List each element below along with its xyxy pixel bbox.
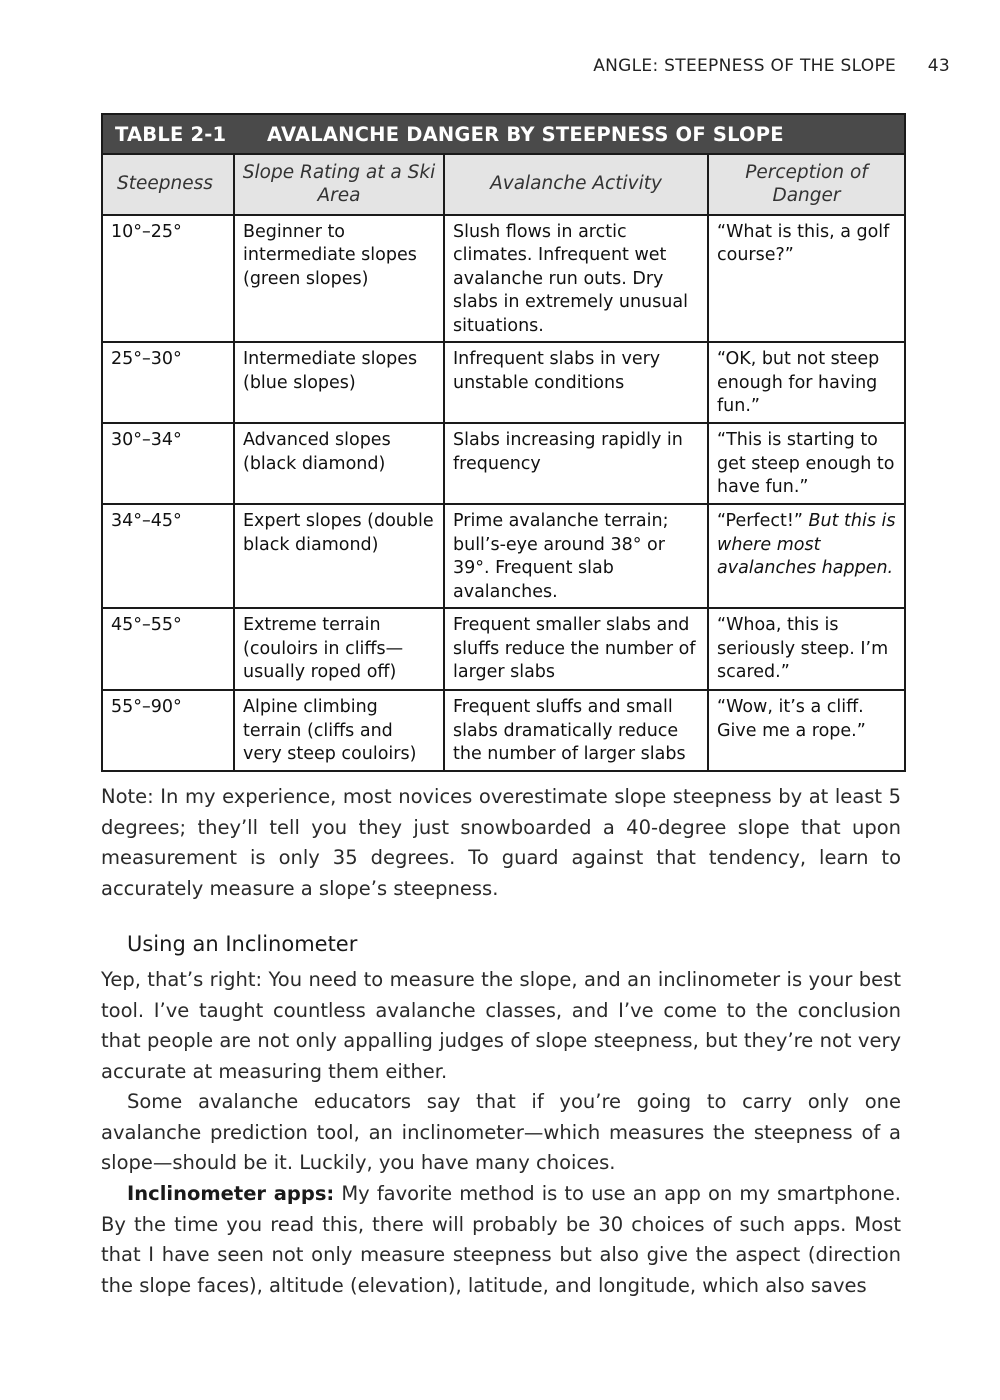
header-avalanche-activity: Avalanche Activity [444, 154, 708, 215]
cell-perception [708, 504, 905, 608]
table-header-row [102, 154, 905, 215]
perception-note: But this is where most avalanches happen. [717, 511, 896, 578]
header-steepness: Steepness [102, 154, 234, 215]
cell-steepness: 25°–30° [102, 342, 234, 423]
running-head-title: ANGLE: STEEPNESS OF THE SLOPE [593, 56, 897, 76]
cell-perception: “Whoa, this is seriously steep. I’m scared.” [708, 608, 905, 690]
cell-slope-rating: Extreme terrain (couloirs in cliffs—usually roped off) [234, 608, 444, 690]
cell-activity: Infrequent slabs in very unstable conditions [444, 342, 708, 423]
cell-activity: Prime avalanche terrain; bull’s-eye around 38° or 39°. Frequent slab avalanches. [444, 504, 708, 608]
cell-activity: Frequent sluffs and small slabs dramatically reduce the number of larger slabs [444, 690, 708, 771]
cell-slope-rating: Advanced slopes (black diamond) [234, 423, 444, 504]
table-row [102, 504, 905, 608]
page-number: 43 [927, 56, 950, 76]
paragraph: Some avalanche educators say that if you’re going to carry only one avalanche prediction tool, an inclinometer—which measures the steepness of a slope—should be it. Luckily, you have many choices. [101, 1090, 901, 1174]
table-row [102, 423, 905, 504]
table-number: TABLE 2-1 [115, 123, 227, 146]
running-head [593, 56, 950, 76]
cell-steepness: 55°–90° [102, 690, 234, 771]
table-row [102, 342, 905, 423]
run-in-heading: Inclinometer apps: [127, 1182, 335, 1205]
table-title-row [102, 114, 905, 154]
avalanche-danger-table [101, 113, 906, 772]
table-row [102, 690, 905, 771]
cell-slope-rating: Expert slopes (double black diamond) [234, 504, 444, 608]
paragraph [101, 1179, 901, 1301]
cell-perception: “This is starting to get steep enough to have fun.” [708, 423, 905, 504]
table-title-text: AVALANCHE DANGER BY STEEPNESS OF SLOPE [267, 123, 784, 146]
cell-steepness: 30°–34° [102, 423, 234, 504]
header-perception: Perception of Danger [708, 154, 905, 215]
table-row [102, 215, 905, 343]
paragraph-text: My favorite method is to use an app on my smartphone. By the time you read this, there will probably be 30 choices of such apps. Most that I have seen not only measure steepness but also give the aspect (direction the slope faces), altitude (elevation), latitude, and longitude, which also saves [101, 1182, 901, 1297]
cell-activity: Slush flows in arctic climates. Infrequent wet avalanche run outs. Dry slabs in extremely unusual situations. [444, 215, 708, 343]
section-heading: Using an Inclinometer [127, 932, 358, 956]
paragraph: Yep, that’s right: You need to measure the slope, and an inclinometer is your best tool. I’ve taught countless avalanche classes, and I’ve come to the conclusion that people are not only appalling judges of slope steepness, but they’re not very accurate at measuring them either. [101, 968, 901, 1083]
table-title [102, 114, 905, 154]
cell-steepness: 10°–25° [102, 215, 234, 343]
cell-slope-rating: Beginner to intermediate slopes (green slopes) [234, 215, 444, 343]
cell-perception: “Wow, it’s a cliff. Give me a rope.” [708, 690, 905, 771]
cell-steepness: 45°–55° [102, 608, 234, 690]
cell-perception: “What is this, a golf course?” [708, 215, 905, 343]
perception-quote: “Perfect!” [717, 511, 803, 531]
cell-steepness: 34°–45° [102, 504, 234, 608]
cell-perception: “OK, but not steep enough for having fun.” [708, 342, 905, 423]
avalanche-danger-table-container [101, 113, 904, 772]
table-note: Note: In my experience, most novices overestimate slope steepness by at least 5 degrees; they’ll tell you they just snowboarded a 40-degree slope that upon measurement is only 35 degrees. To guard against that tendency, learn to accurately measure a slope’s steepness. [101, 785, 901, 900]
cell-activity: Frequent smaller slabs and sluffs reduce the number of larger slabs [444, 608, 708, 690]
cell-slope-rating: Intermediate slopes (blue slopes) [234, 342, 444, 423]
table-row [102, 608, 905, 690]
cell-activity: Slabs increasing rapidly in frequency [444, 423, 708, 504]
header-slope-rating: Slope Rating at a Ski Area [234, 154, 444, 215]
cell-slope-rating: Alpine climbing terrain (cliffs and very steep couloirs) [234, 690, 444, 771]
